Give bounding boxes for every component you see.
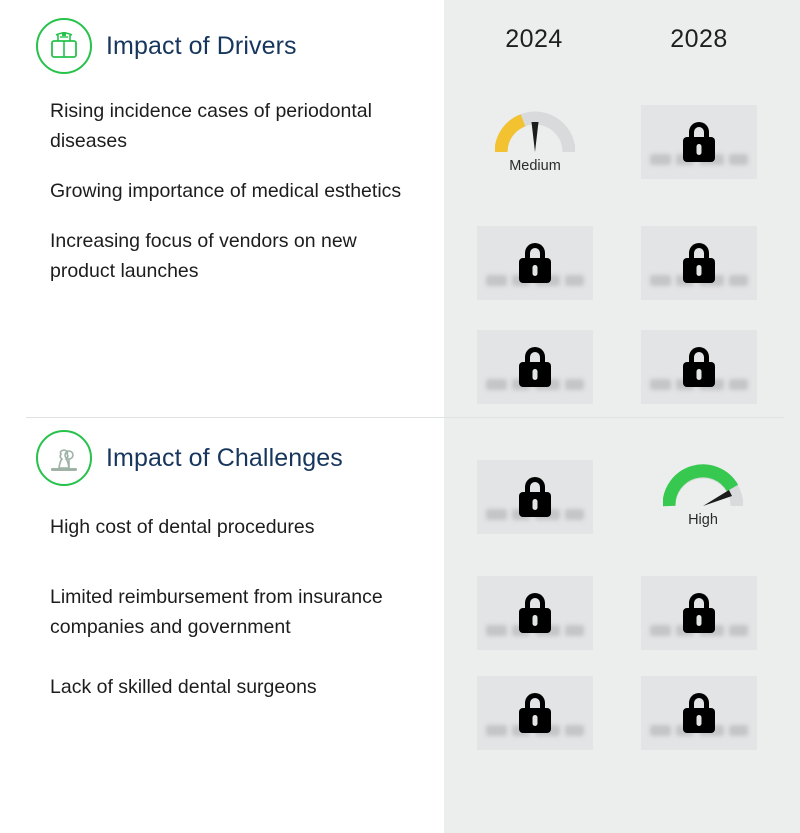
section-challenges-header [0, 426, 444, 490]
gauge-drivers-2024 [477, 108, 593, 182]
locked-cell-drivers-2028-row3[interactable] [641, 330, 757, 404]
locked-cell-drivers-2024-row3[interactable] [477, 330, 593, 404]
locked-cell-challenges-2024-row1[interactable] [477, 460, 593, 534]
locked-cell-challenges-2028-row3[interactable] [641, 676, 757, 750]
lock-icon [518, 243, 552, 283]
lock-icon [518, 593, 552, 633]
section-challenges-title: Impact of Challenges [106, 443, 343, 472]
locked-cell-drivers-2024-row2[interactable] [477, 226, 593, 300]
lock-icon [518, 477, 552, 517]
section-drivers [0, 14, 444, 286]
challenges-badge-icon [36, 430, 92, 486]
list-item: Increasing focus of vendors on new product launches [50, 230, 357, 282]
gauge-challenges-2028-label: High [688, 512, 718, 528]
lock-icon [682, 693, 716, 733]
column-header-2028: 2028 [670, 25, 728, 53]
list-item: Lack of skilled dental surgeons [50, 676, 317, 698]
lock-icon [518, 347, 552, 387]
drivers-badge-icon [36, 18, 92, 74]
list-item: Growing importance of medical esthetics [50, 180, 402, 202]
section-challenges [0, 426, 444, 702]
lock-icon [682, 347, 716, 387]
lock-icon [682, 593, 716, 633]
section-drivers-header [0, 14, 444, 78]
locked-cell-challenges-2028-row2[interactable] [641, 576, 757, 650]
gauge-challenges-2028 [645, 462, 761, 536]
section-drivers-title: Impact of Drivers [106, 31, 297, 60]
column-header-2024: 2024 [505, 25, 563, 53]
lock-icon [518, 693, 552, 733]
challenges-bullet-list [0, 512, 444, 702]
list-item: High cost of dental procedures [50, 516, 315, 538]
list-item: Limited reimbursement from insurance companies and government [50, 586, 383, 638]
gauge-drivers-2024-label: Medium [509, 158, 561, 174]
locked-cell-drivers-2028-row2[interactable] [641, 226, 757, 300]
lock-icon [682, 243, 716, 283]
drivers-bullet-list [0, 96, 444, 286]
locked-cell-challenges-2024-row2[interactable] [477, 576, 593, 650]
locked-cell-drivers-2028-row1[interactable] [641, 105, 757, 179]
section-divider [26, 417, 784, 418]
locked-cell-challenges-2024-row3[interactable] [477, 676, 593, 750]
lock-icon [682, 122, 716, 162]
list-item: Rising incidence cases of periodontal diseases [50, 100, 372, 152]
